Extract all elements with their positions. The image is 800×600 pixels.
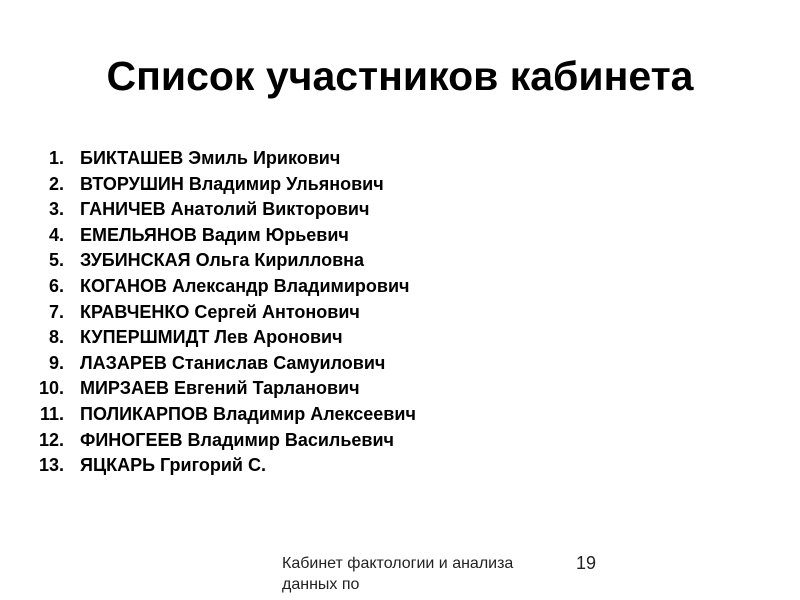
list-item-name: КОГАНОВ Александр Владимирович (80, 275, 410, 296)
list-item-number: 12. (38, 429, 64, 450)
list-item-number: 11. (39, 403, 64, 424)
participant-list (18, 146, 578, 479)
list-item-number: 3. (48, 199, 64, 220)
list-item-name: КРАВЧЕНКО Сергей Антонович (80, 301, 360, 322)
list-item (18, 274, 578, 300)
list-item-number: 2. (48, 173, 64, 194)
list-item-name: БИКТАШЕВ Эмиль Ирикович (80, 148, 341, 168)
list-item (18, 351, 578, 377)
list-item-number: 8. (48, 327, 64, 348)
list-item-name: ЕМЕЛЬЯНОВ Вадим Юрьевич (80, 224, 349, 245)
slide-title: Список участников кабинета (106, 53, 694, 99)
list-item-name: ФИНОГЕЕВ Владимир Васильевич (80, 429, 395, 450)
list-item (18, 402, 578, 428)
footer-text: Кабинет фактологии и анализа данных по (282, 555, 514, 593)
list-item (18, 197, 578, 223)
list-item (18, 146, 578, 172)
list-item-number: 9. (48, 352, 64, 373)
list-item-number: 10. (38, 378, 64, 399)
list-item-number: 4. (48, 224, 64, 245)
list-item (18, 376, 578, 402)
list-item-number: 1. (48, 148, 64, 168)
list-item (18, 428, 578, 454)
list-item (18, 453, 578, 479)
list-item-name: ЛАЗАРЕВ Станислав Самуилович (80, 352, 386, 373)
list-item-number: 7. (48, 301, 64, 322)
list-item (18, 223, 578, 249)
list-item-number: 6. (48, 275, 64, 296)
list-item-name: КУПЕРШМИДТ Лев Аронович (80, 327, 343, 348)
list-item (18, 325, 578, 351)
list-item-number: 13. (38, 455, 64, 476)
list-item (18, 172, 578, 198)
page-number: 19 (576, 553, 597, 573)
list-item-name: ЯЦКАРЬ Григорий С. (80, 455, 266, 476)
list-item-name: ГАНИЧЕВ Анатолий Викторович (80, 199, 370, 220)
list-item-number: 5. (48, 250, 64, 271)
list-item-name: ВТОРУШИН Владимир Ульянович (80, 173, 384, 194)
list-item (18, 300, 578, 326)
list-item (18, 248, 578, 274)
list-item-name: МИРЗАЕВ Евгений Тарланович (80, 378, 360, 399)
list-item-name: ПОЛИКАРПОВ Владимир Алексеевич (80, 403, 416, 424)
list-item-name: ЗУБИНСКАЯ Ольга Кирилловна (80, 250, 365, 271)
